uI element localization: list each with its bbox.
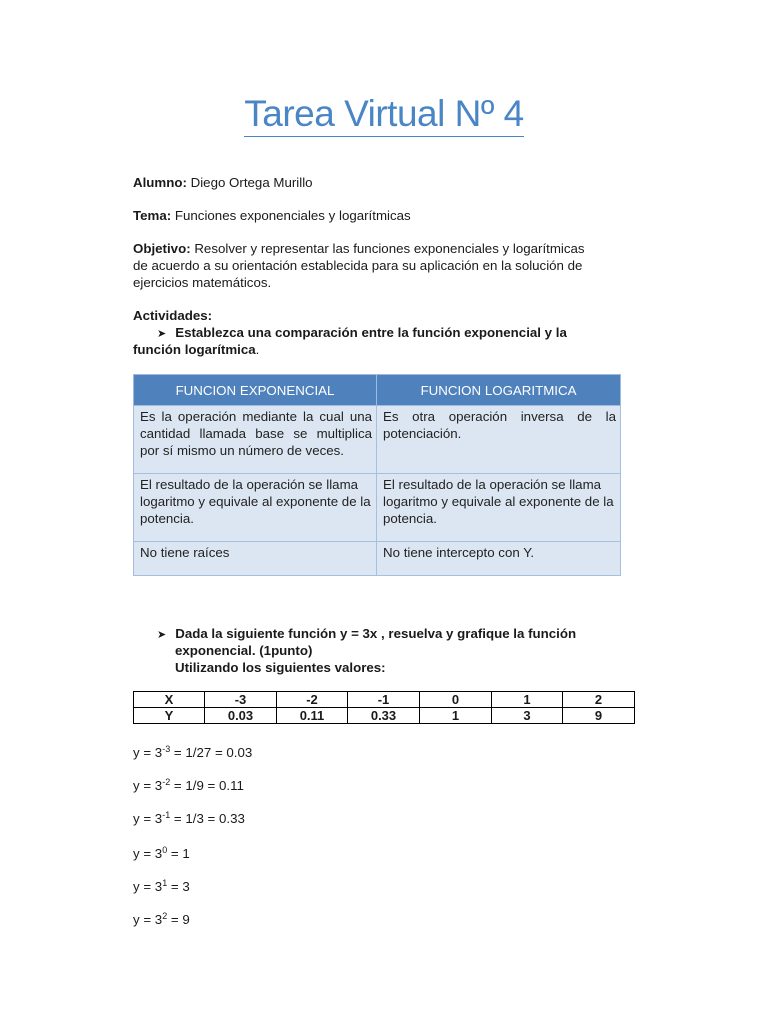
activity-2-line2: exponencial. (1punto) xyxy=(175,643,313,658)
y-label-cell: Y xyxy=(134,708,205,724)
x-value-cell: 2 xyxy=(563,692,635,708)
y-value-cell: 0.03 xyxy=(205,708,277,724)
table-row xyxy=(134,474,621,542)
activity-1-line2: función logarítmica. xyxy=(133,342,260,357)
objetivo-paragraph xyxy=(133,240,633,291)
table-row xyxy=(134,542,621,576)
table-cell: No tiene raíces xyxy=(134,542,377,576)
page-title: Tarea Virtual Nº 4 xyxy=(0,92,768,136)
objetivo-label: Objetivo: xyxy=(133,241,191,256)
table-row-x xyxy=(134,692,635,708)
equation: $y = 3^0 = 1$ xyxy=(133,845,190,861)
y-value-cell: 3 xyxy=(492,708,563,724)
objetivo-line: ejercicios matemáticos. xyxy=(133,275,272,290)
activity-2-line1: ➤ Dada la siguiente función y = 3x , resuelva y grafique la función xyxy=(157,626,577,641)
y-value-cell: 0.11 xyxy=(277,708,348,724)
table-row xyxy=(134,406,621,474)
arrowhead-bullet-icon: ➤ xyxy=(157,328,167,340)
tema-value: Funciones exponenciales y logarítmicas xyxy=(174,208,411,223)
x-value-cell: -1 xyxy=(348,692,420,708)
alumno-label: Alumno: xyxy=(133,175,187,190)
x-label-cell: X xyxy=(134,692,205,708)
x-value-cell: -2 xyxy=(277,692,348,708)
comparison-table xyxy=(133,374,621,576)
table-cell: Es otra operación inversa de la potenciación. xyxy=(377,406,621,474)
equation: $y = 3^1 = 3$ xyxy=(133,878,190,894)
alumno-line xyxy=(133,174,623,191)
activity-1-line1: ➤ Establezca una comparación entre la función exponencial y la xyxy=(157,325,567,340)
x-value-cell: 0 xyxy=(420,692,492,708)
equation: $y = 3^{-2} = 1/9 = 0.11$ xyxy=(133,777,244,793)
values-table xyxy=(133,691,635,724)
objetivo-line: Resolver y representar las funciones exponenciales y logarítmicas xyxy=(194,241,585,256)
x-value-cell: -3 xyxy=(205,692,277,708)
y-value-cell: 1 xyxy=(420,708,492,724)
x-value-cell: 1 xyxy=(492,692,563,708)
equation: $y = 3^{-3} = 1/27 = 0.03$ xyxy=(133,744,253,760)
y-value-cell: 9 xyxy=(563,708,635,724)
activity-2-line3: Utilizando los siguientes valores: xyxy=(175,660,386,675)
table-row-y xyxy=(134,708,635,724)
actividades-heading: Actividades: xyxy=(133,308,213,323)
table-cell: El resultado de la operación se llama logaritmo y equivale al exponente de la potencia. xyxy=(134,474,377,542)
arrowhead-bullet-icon: ➤ xyxy=(157,629,167,641)
equation: $y = 3^2 = 9$ xyxy=(133,911,190,927)
table-cell: No tiene intercepto con Y. xyxy=(377,542,621,576)
table-cell: El resultado de la operación se llama logaritmo y equivale al exponente de la potencia. xyxy=(377,474,621,542)
header-logaritmica: FUNCION LOGARITMICA xyxy=(377,375,621,406)
y-value-cell: 0.33 xyxy=(348,708,420,724)
alumno-value: Diego Ortega Murillo xyxy=(190,175,313,190)
header-exponencial: FUNCION EXPONENCIAL xyxy=(134,375,377,406)
table-cell: Es la operación mediante la cual una cantidad llamada base se multiplica por sí mismo un número de veces. xyxy=(134,406,377,474)
tema-line xyxy=(133,207,623,224)
equation: $y = 3^{-1} = 1/3 = 0.33$ xyxy=(133,810,245,826)
objetivo-line: de acuerdo a su orientación establecida para su aplicación en la solución de xyxy=(133,258,583,273)
tema-label: Tema: xyxy=(133,208,172,223)
